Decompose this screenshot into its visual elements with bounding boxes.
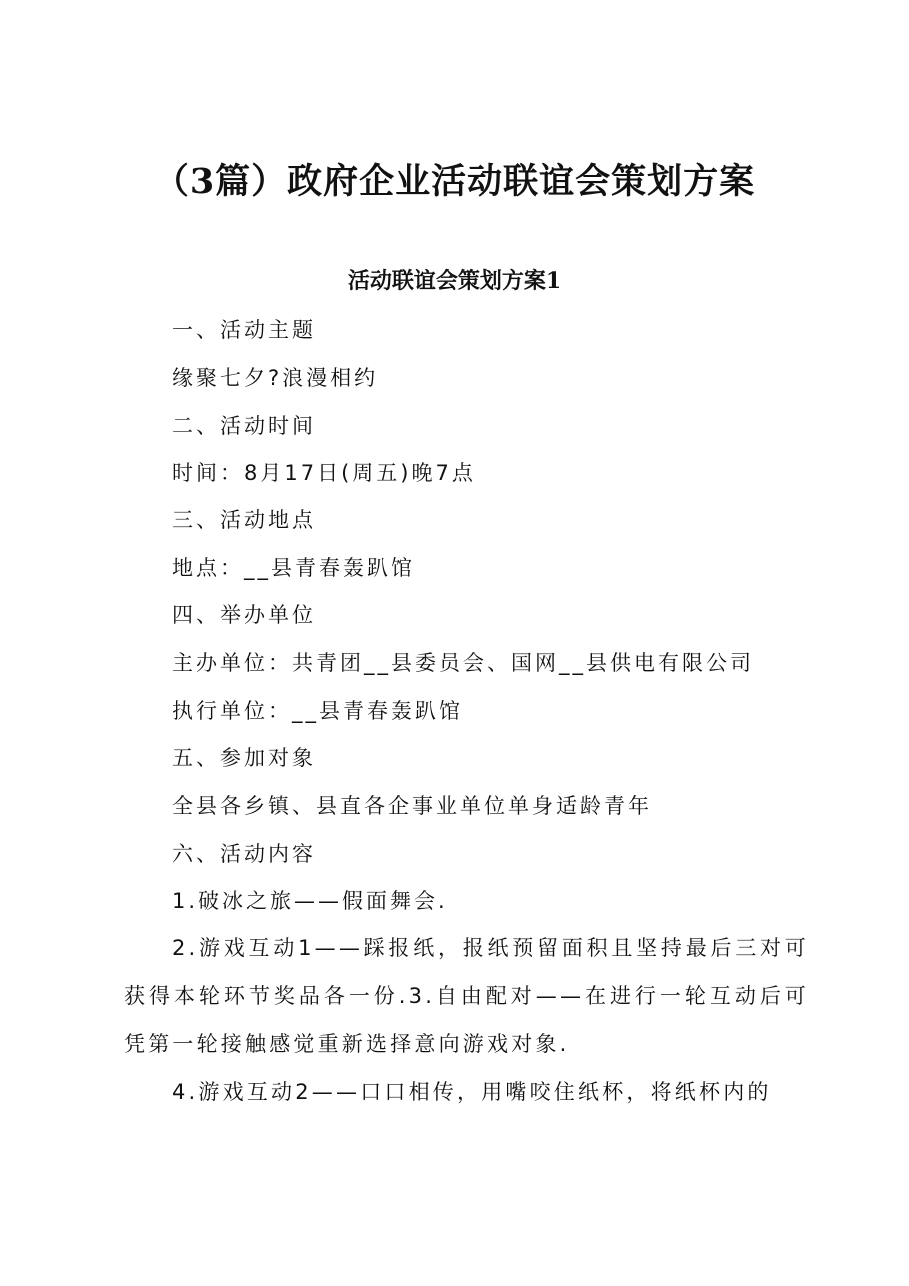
activity-time-text: 时间：8月17日(周五)晚7点: [172, 461, 476, 485]
heading-activity-time: 二、活动时间: [172, 414, 316, 438]
content-item-1: 1.破冰之旅——假面舞会.: [172, 889, 448, 913]
executing-organizer-text: 执行单位：__县青春轰趴馆: [172, 699, 463, 723]
content-paragraph-game-2: 4.游戏互动2——口口相传，用嘴咬住纸杯，将纸杯内的: [172, 1080, 772, 1104]
participants-text: 全县各乡镇、县直各企事业单位单身适龄青年: [172, 794, 652, 818]
heading-activity-theme: 一、活动主题: [172, 318, 316, 342]
document-title: （3篇）政府企业活动联谊会策划方案: [153, 161, 756, 202]
heading-activity-content: 六、活动内容: [172, 842, 316, 866]
activity-location-text: 地点：__县青春轰趴馆: [172, 556, 415, 580]
content-paragraph-games: 2.游戏互动1——踩报纸，报纸预留面积且坚持最后三对可获得本轮环节奖品各一份.3.自由配对——在进行一轮互动后可凭第一轮接触感觉重新选择意向游戏对象.: [124, 936, 809, 1056]
heading-organizers: 四、举办单位: [172, 603, 316, 627]
section-title: 活动联谊会策划方案1: [347, 268, 562, 294]
heading-participants: 五、参加对象: [172, 746, 316, 770]
host-organizer-text: 主办单位：共青团__县委员会、国网__县供电有限公司: [172, 651, 754, 675]
heading-activity-location: 三、活动地点: [172, 508, 316, 532]
activity-theme-text: 缘聚七夕?浪漫相约: [172, 366, 379, 390]
